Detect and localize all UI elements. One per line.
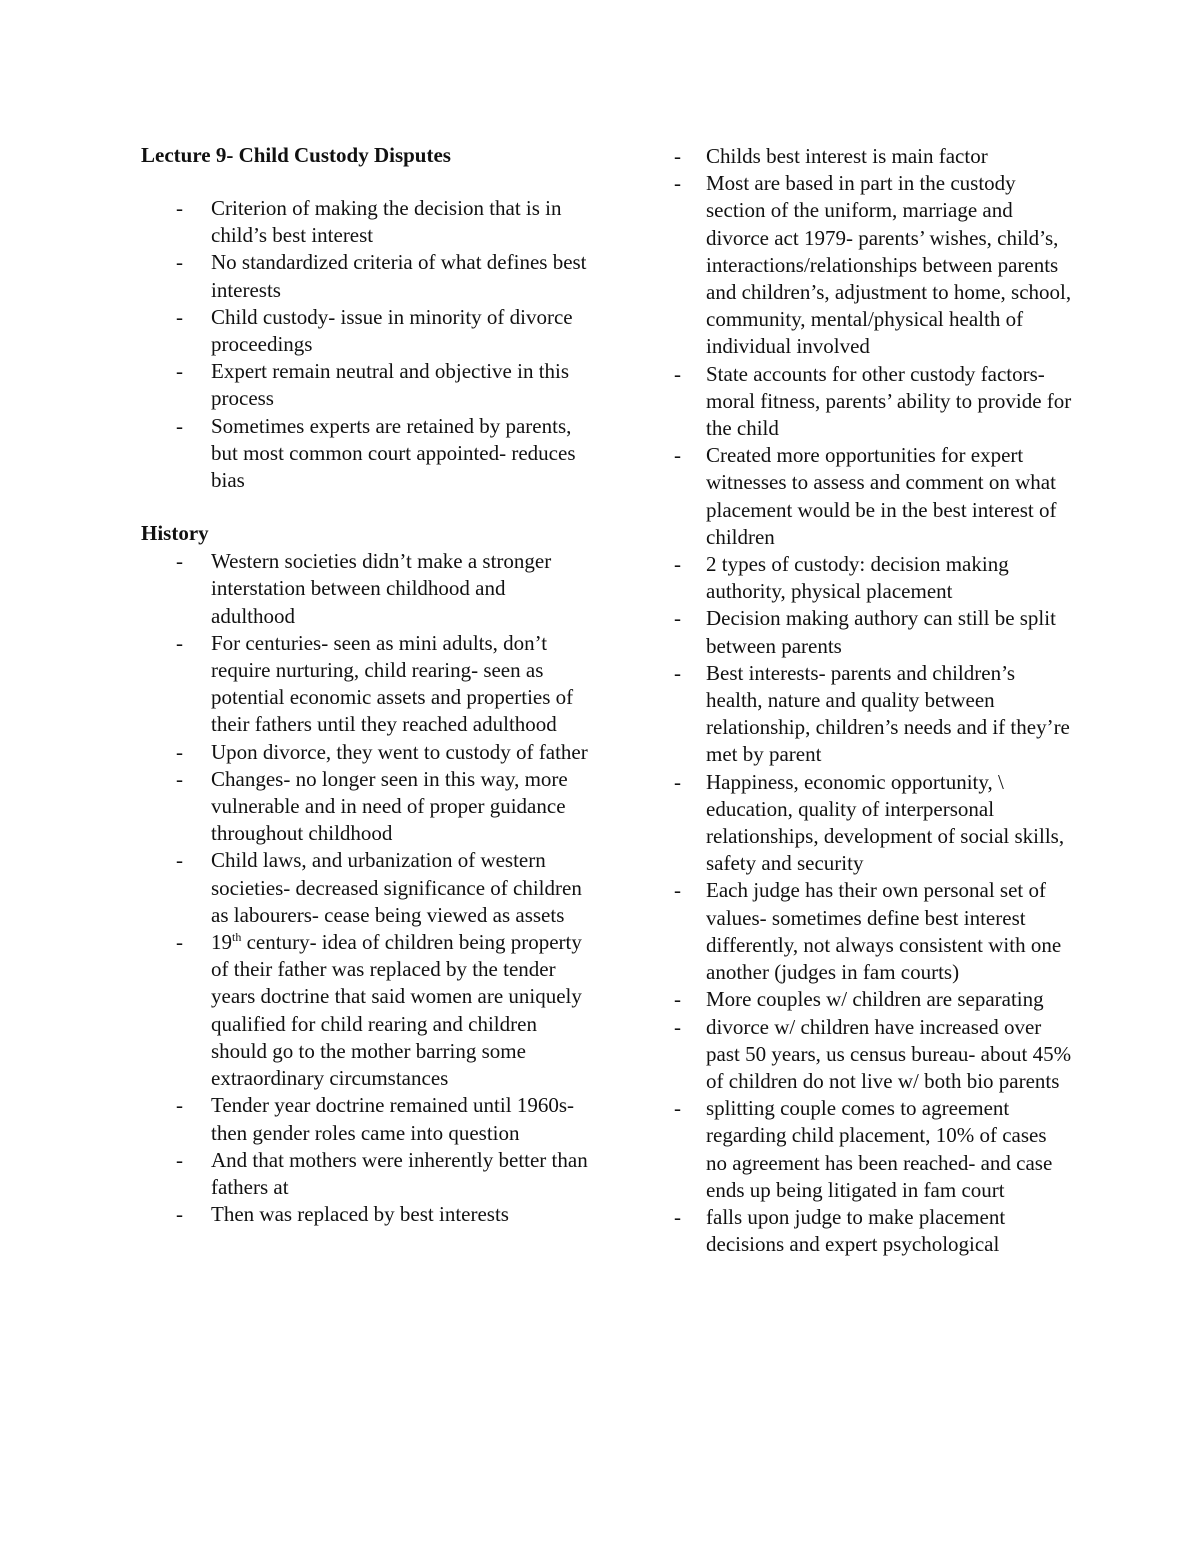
- best-interests-list: [672, 143, 1072, 1258]
- bullet-dash: -: [674, 144, 681, 168]
- bullet-dash: -: [674, 361, 681, 386]
- century-number: 19: [211, 930, 232, 955]
- bullet-dash: -: [176, 304, 183, 329]
- list-item: - Criterion of making the decision that is in child’s best interest: [176, 196, 562, 248]
- list-item: - Upon divorce, they went to custody of father: [141, 739, 591, 766]
- left-column: [141, 140, 591, 1228]
- bullet-dash: -: [674, 987, 681, 1012]
- list-item: - Western societies didn’t make a stronger interstation between childhood and adulthood: [176, 549, 552, 628]
- list-item: - Tender year doctrine remained until 1960s- then gender roles came into question: [176, 1093, 574, 1145]
- bullet-dash: -: [176, 250, 183, 275]
- bullet-dash: -: [176, 739, 183, 764]
- bullet-dash: -: [176, 1093, 183, 1118]
- list-item: - Happiness, economic opportunity, \ education, quality of interpersonal relationships, development of social skills, safety and security: [674, 769, 1065, 876]
- bullet-dash: -: [176, 549, 183, 574]
- list-item: - divorce w/ children have increased over past 50 years, us census bureau- about 45% of children do not live w/ both bio parents: [674, 1014, 1072, 1093]
- bullet-dash: -: [176, 766, 183, 791]
- list-item: - State accounts for other custody factors- moral fitness, parents’ ability to provide for the child: [674, 361, 1072, 441]
- history-list: [141, 548, 591, 1228]
- bullet-dash: -: [674, 769, 681, 794]
- bullet-dash: -: [176, 196, 183, 220]
- list-item: - falls upon judge to make placement decisions and expert psychological: [674, 1204, 1006, 1257]
- bullet-dash: -: [674, 1204, 681, 1229]
- list-item: - Child laws, and urbanization of western societies- decreased significance of children as labourers- cease being viewed as assets: [176, 848, 582, 927]
- list-item: - 2 types of custody: decision making authority, physical placement: [674, 552, 1009, 604]
- bullet-dash: -: [674, 878, 681, 903]
- list-item: - Each judge has their own personal set of values- sometimes define best interest differently, not always consistent with one another (judges in fam courts): [674, 878, 1062, 985]
- bullet-dash: -: [176, 630, 183, 655]
- bullet-dash: -: [674, 443, 681, 468]
- list-item: - Sometimes experts are retained by parents, but most common court appointed- reduces bias: [176, 413, 576, 493]
- bullet-dash: -: [674, 1096, 681, 1121]
- list-item: - Child custody- issue in minority of divorce proceedings: [176, 304, 573, 357]
- list-item: - splitting couple comes to agreement regarding child placement, 10% of cases no agreement has been reached- and case ends up being litigated in fam court: [674, 1096, 1053, 1202]
- list-item: - Best interests- parents and children’s health, nature and quality between relationship, children’s needs and if they’re met by parent: [674, 660, 1070, 767]
- right-column: [672, 140, 1072, 1258]
- list-item: - For centuries- seen as mini adults, don’t require nurturing, child rearing- seen as potential economic assets and properties of their fathers until they reached adulthood: [176, 630, 574, 737]
- list-item: - Most are based in part in the custody section of the uniform, marriage and divorce act 1979- parents’ wishes, child’s, interactions/relationships between parents and children’s, adjustment to home, school, community, mental/physical health of individual involved: [674, 171, 1072, 359]
- bullet-dash: -: [176, 359, 183, 384]
- list-item: - Then was replaced by best interests: [141, 1201, 591, 1228]
- list-item: - Created more opportunities for expert witnesses to assess and comment on what placement would be in the best interest of children: [674, 443, 1057, 549]
- list-item: - Decision making authory can still be split between parents: [674, 606, 1056, 658]
- bullet-dash: -: [674, 660, 681, 685]
- bullet-dash: -: [674, 606, 681, 631]
- bullet-dash: -: [176, 413, 183, 438]
- history-heading: History: [141, 521, 209, 546]
- bullet-dash: -: [674, 1014, 681, 1039]
- bullet-dash: -: [674, 552, 681, 577]
- list-item: - Childs best interest is main factor: [672, 143, 1072, 170]
- bullet-dash: -: [176, 848, 183, 873]
- bullet-dash: -: [176, 1147, 183, 1172]
- ordinal-superscript: th: [232, 930, 242, 945]
- list-item: - Expert remain neutral and objective in this process: [176, 359, 570, 411]
- list-item: - More couples w/ children are separating: [672, 986, 1072, 1013]
- list-item: - No standardized criteria of what defines best interests: [176, 250, 587, 302]
- bullet-dash: -: [176, 930, 183, 955]
- bullet-dash: -: [176, 1202, 183, 1227]
- lecture-title: Lecture 9- Child Custody Disputes: [141, 143, 451, 167]
- intro-list: [141, 195, 591, 494]
- list-item-19th-century: - 19th century- idea of children being property of their father was replaced by the tender years doctrine that said women are uniquely qualified for child rearing and children should go to the mother barring some extraordinary circumstances: [176, 930, 582, 1091]
- bullet-dash: -: [674, 171, 681, 196]
- list-item: - And that mothers were inherently better than fathers at: [176, 1147, 588, 1199]
- list-item: - Changes- no longer seen in this way, more vulnerable and in need of proper guidance throughout childhood: [176, 766, 568, 846]
